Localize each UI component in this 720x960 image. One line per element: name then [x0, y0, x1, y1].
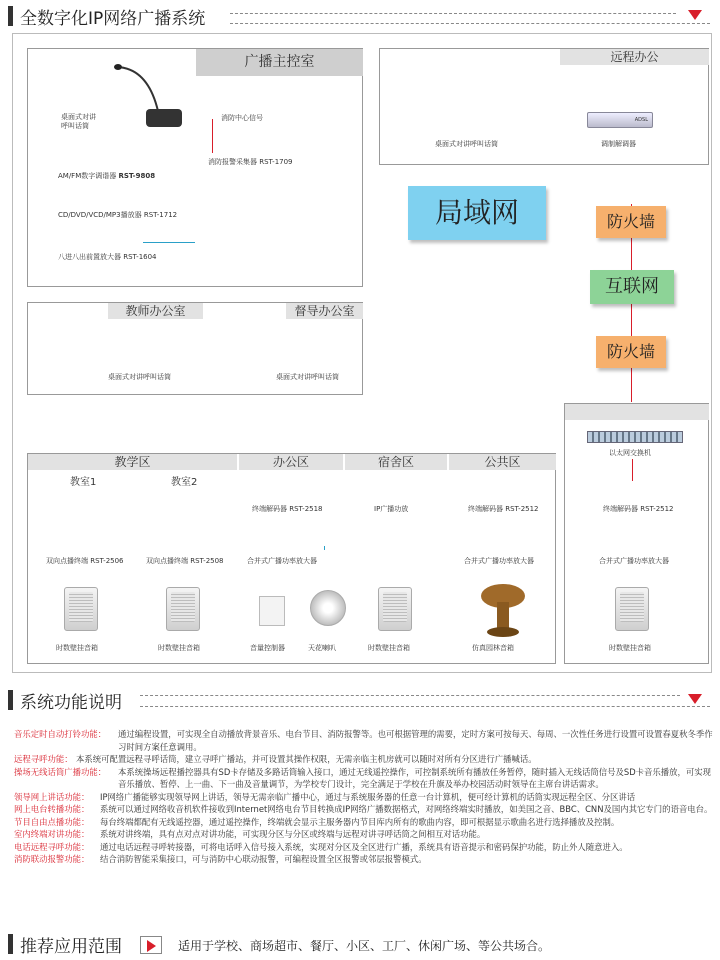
application-text: 适用于学校、商场超市、餐厅、小区、工厂、休闲广场、等公共场合。 [178, 939, 551, 953]
teacher-office-panel [27, 302, 363, 395]
zone-tab-office: 办公区 [239, 454, 343, 470]
remote-decoder-label [603, 505, 674, 514]
microphone-icon [108, 63, 188, 133]
dvd-label [58, 211, 177, 220]
wall-speaker-icon [166, 587, 200, 631]
room1-label: 教室1 [70, 477, 97, 488]
header-divider [230, 13, 676, 14]
switch-label: 以太网交换机 [609, 449, 651, 457]
room2-label: 教室2 [171, 477, 198, 488]
preamp-model: RST-1604 [123, 253, 157, 261]
fire-collector-name: 消防报警采集器 [208, 158, 257, 166]
term1-model: RST-2506 [90, 557, 124, 565]
function-item [14, 828, 714, 841]
office-decoder-label [252, 505, 323, 514]
functions-title: 系统功能说明 [20, 693, 122, 713]
dorm-spk-label: 时数壁挂音箱 [368, 644, 410, 652]
function-key: 操场无线话筒广播功能： [14, 766, 107, 777]
application-accent-bar [8, 934, 13, 954]
dorm-amp-label: IP广播功放 [374, 505, 409, 513]
supervisor-office-tab: 督导办公室 [286, 303, 363, 319]
remote-mic-label: 桌面式对讲呼叫话筒 [435, 140, 498, 148]
control-room-panel [27, 48, 363, 287]
fire-signal-label: 消防中心信号 [221, 114, 263, 122]
remote-decoder-model: RST-2512 [640, 505, 674, 513]
function-desc: IP网络广播能够实现领导网上讲话，领导无需亲临广播中心，通过与系统服务器的任意一台计算机，便可经计算机的话筒实现远程全区、分区讲话 [100, 791, 636, 802]
function-list [14, 728, 714, 866]
term2-model: RST-2508 [190, 557, 224, 565]
garden-speaker-icon [478, 578, 528, 638]
function-item [14, 728, 714, 753]
zones-panel [27, 453, 556, 664]
header-triangle-icon [688, 10, 702, 20]
firewall-2-box: 防火墙 [596, 336, 666, 368]
remote-office-tab: 远程办公 [560, 49, 709, 65]
wall-speaker-icon [615, 587, 649, 631]
remote-zone-link-line [632, 459, 633, 481]
mic-label: 桌面式对讲 呼叫话筒 [61, 113, 96, 131]
spk1-label: 时数壁挂音箱 [56, 644, 98, 652]
function-desc: 系统可以通过网络收音机软件接收到Internet网络电台节目转换成IP网络广播数据格式，对网络终端实时播放，如美国之音、BBC、CNN及国内其它专门的语音电台。 [100, 804, 713, 814]
play-arrow-glyph [147, 940, 156, 952]
wall-speaker-icon [378, 587, 412, 631]
modem-label: 调制解调器 [601, 140, 636, 148]
public-amp-label: 合并式广播功率放大器 [464, 557, 534, 565]
function-item [14, 853, 714, 866]
teacher-mic-label: 桌面式对讲呼叫话筒 [108, 373, 171, 381]
term1-name: 双向点播终端 [46, 557, 88, 565]
play-arrow-icon [140, 936, 162, 954]
volume-control-icon [259, 596, 285, 626]
function-key: 音乐定时自动打铃功能： [14, 729, 107, 739]
tuner-label [58, 172, 155, 181]
public-spk-label: 仿真园林音箱 [472, 644, 514, 652]
functions-divider [140, 706, 710, 707]
office-link-line [324, 546, 325, 550]
internet-box: 互联网 [590, 270, 674, 304]
switch-icon [587, 431, 683, 443]
function-key: 网上电台转播功能： [14, 804, 90, 814]
function-key: 远程寻呼功能： [14, 754, 73, 764]
zone-tab-public: 公共区 [449, 454, 556, 470]
functions-accent-bar [8, 690, 13, 710]
term1-label [46, 557, 124, 566]
remote-office-panel [379, 48, 709, 165]
function-desc: 结合消防智能采集接口，可与消防中心联动报警，可编程设置全区报警或邻层报警模式。 [100, 854, 427, 864]
zone-tab-teaching: 教学区 [28, 454, 237, 470]
teacher-office-tab: 教师办公室 [108, 303, 203, 319]
remote-zone-tab [565, 404, 709, 420]
function-key: 电话远程寻呼功能： [14, 841, 90, 852]
function-item [14, 841, 714, 854]
preamp-name: 八进八出前置放大器 [58, 253, 121, 261]
application-title: 推荐应用范围 [20, 937, 122, 957]
function-key: 室内终端对讲功能： [14, 829, 90, 839]
function-item [14, 766, 714, 791]
function-desc: 系统对讲终端，具有点对点对讲功能，可实现分区与分区或终端与远程对讲寻呼话筒之间相互对话功能。 [100, 829, 486, 839]
term2-name: 双向点播终端 [146, 557, 188, 565]
modem-icon: ADSL [587, 112, 653, 128]
functions-divider [140, 695, 680, 696]
wall-speaker-icon [64, 587, 98, 631]
function-key: 领导网上讲话功能： [14, 791, 90, 802]
fire-collector-label [208, 158, 293, 167]
spk2-label: 时数壁挂音箱 [158, 644, 200, 652]
dvd-name: CD/DVD/VCD/MP3播放器 [58, 211, 142, 219]
function-key: 消防联动报警功能： [14, 854, 90, 864]
function-key: 节目自由点播功能： [14, 816, 90, 827]
function-desc: 每台终端都配有无线遥控器，通过遥控操作，终端就会显示主服务器内节目库内所有的歌曲内容，即可根据显示歌曲名进行选择播放及控制。 [100, 816, 620, 827]
public-decoder-name: 终端解码器 [468, 505, 503, 513]
fire-collector-model: RST-1709 [259, 158, 293, 166]
function-desc: 通过编程设置，可实现全自动播放背景音乐、电台节目、消防报警等。也可根据管理的需要，定时方案可按每天、每周、一次性任务进行设置可设置春夏秋冬季作习时间方案任意调用。 [118, 729, 713, 752]
public-decoder-model: RST-2512 [505, 505, 539, 513]
function-desc: 本系统可配置远程寻呼话筒，建立寻呼广播站，并可设置其操作权限，无需亲临主机房就可以随时对所有分区进行广播喊话。 [76, 754, 537, 764]
public-decoder-label [468, 505, 539, 514]
control-room-tab: 广播主控室 [196, 49, 363, 76]
ceiling-label: 天花喇叭 [308, 644, 336, 652]
lan-cloud: 局域网 [408, 186, 546, 240]
remote-decoder-name: 终端解码器 [603, 505, 638, 513]
supervisor-mic-label: 桌面式对讲呼叫话筒 [276, 373, 339, 381]
preamp-label [58, 253, 157, 262]
remote-spk-label: 时数壁挂音箱 [609, 644, 651, 652]
rack-link-line [143, 242, 195, 243]
tuner-model: RST-9808 [118, 172, 156, 180]
function-desc: 本系统操场远程播控器具有SD卡存储及多路话筒输入接口，通过无线遥控操作，可控制系统所有播放任务暂停，随时插入无线话筒信号及SD卡音乐播放，可实现音乐播放、暂停、上一曲、下一曲及音量调节，为学校专门设计，完全满足于学校在升旗及举办校园活动时领导在主席台讲话需求。 [118, 766, 712, 789]
zone-tab-dorm: 宿舍区 [345, 454, 447, 470]
tuner-name: AM/FM数字调谐器 [58, 172, 117, 180]
header-divider [230, 23, 710, 24]
fire-signal-line [212, 119, 213, 153]
function-desc: 通过电话远程寻呼转接器，可将电话呼入信号接入系统，实现对分区及全区进行广播，系统具有语音提示和密码保护功能，防止外人随意进入。 [100, 841, 628, 852]
function-item [14, 816, 714, 829]
page-title: 全数字化IP网络广播系统 [20, 9, 206, 29]
office-decoder-name: 终端解码器 [252, 505, 287, 513]
ceiling-speaker-icon [310, 590, 346, 626]
remote-amp-label: 合并式广播功率放大器 [599, 557, 669, 565]
functions-triangle-icon [688, 694, 702, 704]
function-item [14, 803, 714, 816]
volume-label: 音量控制器 [250, 644, 285, 652]
office-decoder-model: RST-2518 [289, 505, 323, 513]
term2-label [146, 557, 224, 566]
dvd-model: RST-1712 [143, 211, 178, 219]
function-item [14, 791, 714, 804]
office-amp-label: 合并式广播功率放大器 [247, 557, 317, 565]
remote-zone-panel [564, 403, 709, 664]
header-accent-bar [8, 6, 13, 26]
firewall-1-box: 防火墙 [596, 206, 666, 238]
function-item [14, 753, 714, 766]
